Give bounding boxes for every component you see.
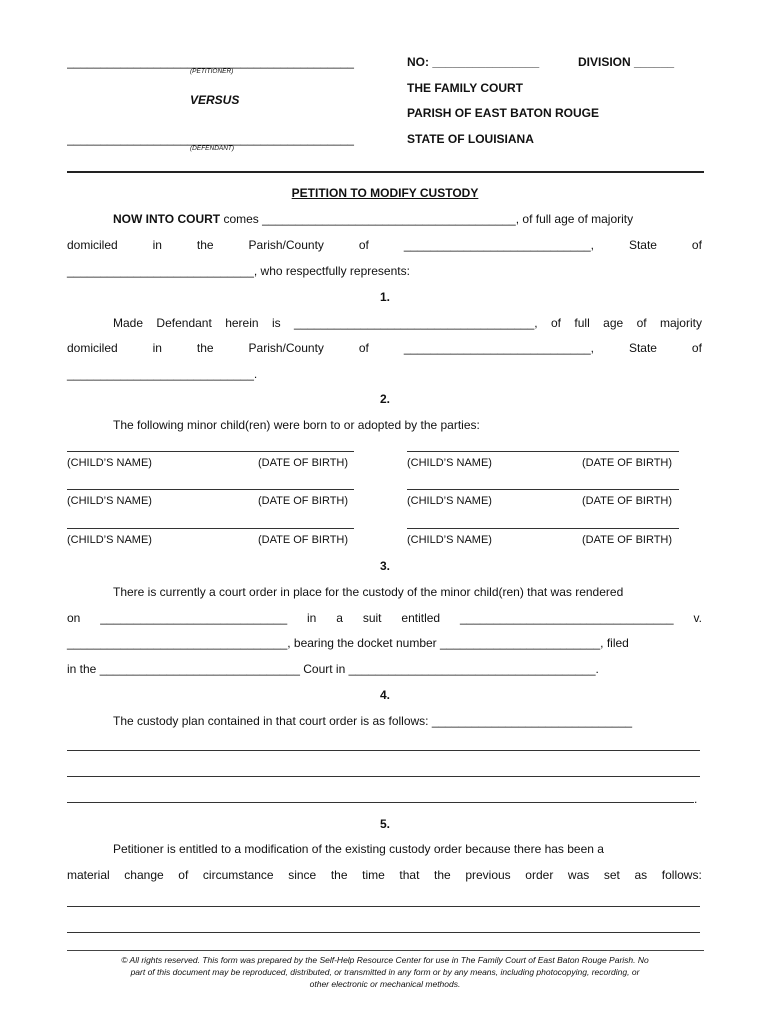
- section-1-number: 1.: [379, 290, 390, 304]
- defendant-word: herein: [225, 316, 259, 330]
- defendant-word: is: [271, 316, 281, 330]
- copyright-line-2: part of this document may be reproduced, distributed, or transmitted in any form or by any means, including photocopying, recording, or: [130, 967, 640, 977]
- defendant-domicile-word: of: [691, 341, 702, 355]
- child-name-label: (CHILD’S NAME): [67, 457, 152, 469]
- section-4-number: 4.: [379, 688, 390, 702]
- copyright-line-1: © All rights reserved. This form was prepared by the Self-Help Resource Center for use in The Family Court of East Baton Rouge Parish. No: [121, 955, 649, 965]
- intro-line: [113, 212, 633, 226]
- intro-domicile-word: in: [152, 238, 162, 252]
- intro-domicile-word: the: [196, 238, 214, 252]
- court-name: THE FAMILY COURT: [407, 81, 524, 95]
- case-number-field[interactable]: NO: ________________: [407, 55, 540, 69]
- intro-domicile-word: of: [691, 238, 702, 252]
- child-dob-label: (DATE OF BIRTH): [582, 457, 673, 469]
- defendant-word[interactable]: ____________________________________,: [294, 316, 538, 330]
- child-name-label: (CHILD’S NAME): [67, 534, 152, 546]
- child-name-label: (CHILD’S NAME): [407, 495, 492, 507]
- defendant-word: majority: [659, 316, 702, 330]
- suit-word: in: [307, 611, 317, 625]
- now-into-court: NOW INTO COURT: [113, 212, 221, 226]
- child-dob-label: (DATE OF BIRTH): [258, 457, 349, 469]
- footer-divider: [67, 950, 704, 951]
- state-name: STATE OF LOUISIANA: [407, 132, 534, 146]
- court-order-text: There is currently a court order in place for the custody of the minor child(ren) that was rendered: [113, 585, 624, 599]
- child-entry-blank[interactable]: [407, 451, 679, 452]
- defendant-domicile-word: domiciled: [67, 341, 118, 355]
- defendant-word: of: [551, 316, 562, 330]
- suit-word: suit: [362, 611, 382, 625]
- court-filed-line[interactable]: in the ______________________________ Court in _____________________________________.: [67, 662, 599, 676]
- material-change-word: material: [67, 868, 110, 882]
- child-entry-blank[interactable]: [67, 451, 354, 452]
- suit-word: a: [336, 611, 343, 625]
- section-5-number: 5.: [379, 817, 390, 831]
- intro-domicile-word: Parish/County: [248, 238, 324, 252]
- petitioner-blank[interactable]: ___________________________________________: [67, 55, 354, 69]
- child-dob-label: (DATE OF BIRTH): [258, 495, 349, 507]
- material-change-word: the: [434, 868, 451, 882]
- children-intro: The following minor child(ren) were born to or adopted by the parties:: [113, 418, 480, 432]
- defendant-word: Defendant: [156, 316, 212, 330]
- defendant-domicile-line: [67, 341, 702, 355]
- change-blank-2[interactable]: [67, 932, 700, 933]
- defendant-word: age: [603, 316, 624, 330]
- section-2-number: 2.: [379, 392, 390, 406]
- copyright-notice: [60, 954, 710, 990]
- material-change-line: [67, 868, 702, 882]
- child-entry-blank[interactable]: [67, 489, 354, 490]
- petitioner-name-blank[interactable]: comes ______________________________________, of full age of majority: [220, 212, 634, 226]
- defendant-line: [113, 316, 702, 330]
- defendant-domicile-word: of: [358, 341, 369, 355]
- change-blank-1[interactable]: [67, 906, 700, 907]
- header-divider: [67, 171, 704, 173]
- material-change-word: since: [288, 868, 317, 882]
- defendant-domicile-word: the: [196, 341, 214, 355]
- material-change-word: that: [399, 868, 420, 882]
- material-change-word: time: [362, 868, 385, 882]
- docket-line[interactable]: _________________________________, bearing the docket number ________________________, filed: [67, 636, 629, 650]
- intro-domicile-word: State: [628, 238, 657, 252]
- child-name-label: (CHILD’S NAME): [407, 534, 492, 546]
- suit-word: on: [67, 611, 81, 625]
- custody-plan-blank-2[interactable]: [67, 776, 700, 777]
- material-change-word: previous: [465, 868, 511, 882]
- custody-plan-blank-3[interactable]: [67, 802, 694, 803]
- material-change-word: as: [634, 868, 648, 882]
- intro-domicile-line: [67, 238, 702, 252]
- copyright-line-3: other electronic or mechanical methods.: [309, 979, 461, 989]
- document-title: PETITION TO MODIFY CUSTODY: [291, 186, 479, 200]
- defendant-label: (DEFENDANT): [190, 145, 235, 152]
- suit-word: v.: [693, 611, 702, 625]
- defendant-word: of: [636, 316, 647, 330]
- intro-domicile-word: of: [358, 238, 369, 252]
- defendant-word: full: [574, 316, 590, 330]
- defendant-domicile-word: Parish/County: [248, 341, 324, 355]
- parish-name: PARISH OF EAST BATON ROUGE: [407, 106, 600, 120]
- modification-text: Petitioner is entitled to a modification of the existing custody order because there has been a: [113, 842, 604, 856]
- material-change-word: the: [330, 868, 348, 882]
- suit-word[interactable]: ____________________________: [100, 611, 288, 625]
- suit-word: entitled: [401, 611, 441, 625]
- child-entry-blank[interactable]: [67, 528, 354, 529]
- suit-line: [67, 611, 702, 625]
- defendant-state-blank[interactable]: ____________________________.: [67, 367, 258, 381]
- material-change-word: order: [525, 868, 554, 882]
- material-change-word: follows:: [661, 868, 702, 882]
- suit-word[interactable]: ________________________________: [460, 611, 674, 625]
- material-change-word: of: [178, 868, 189, 882]
- defendant-domicile-word[interactable]: ____________________________,: [403, 341, 595, 355]
- material-change-word: set: [603, 868, 620, 882]
- defendant-blank[interactable]: ___________________________________________: [67, 132, 354, 146]
- child-entry-blank[interactable]: [407, 528, 679, 529]
- defendant-domicile-word: State: [628, 341, 657, 355]
- intro-domicile-word: domiciled: [67, 238, 118, 252]
- child-entry-blank[interactable]: [407, 489, 679, 490]
- child-dob-label: (DATE OF BIRTH): [582, 534, 673, 546]
- child-dob-label: (DATE OF BIRTH): [258, 534, 349, 546]
- child-name-label: (CHILD’S NAME): [407, 457, 492, 469]
- material-change-word: change: [124, 868, 164, 882]
- division-field[interactable]: DIVISION ______: [578, 55, 675, 69]
- versus-label: VERSUS: [190, 93, 240, 107]
- custody-plan-end: .: [694, 792, 698, 806]
- section-3-number: 3.: [379, 559, 390, 573]
- custody-plan-blank-1[interactable]: [67, 750, 700, 751]
- intro-domicile-word[interactable]: ____________________________,: [403, 238, 595, 252]
- material-change-word: circumstance: [202, 868, 274, 882]
- defendant-domicile-word: in: [152, 341, 162, 355]
- petitioner-label: (PETITIONER): [190, 68, 234, 75]
- child-name-label: (CHILD’S NAME): [67, 495, 152, 507]
- intro-state-blank[interactable]: ____________________________, who respectfully represents:: [67, 264, 410, 278]
- material-change-word: was: [567, 868, 590, 882]
- child-dob-label: (DATE OF BIRTH): [582, 495, 673, 507]
- custody-plan-line[interactable]: The custody plan contained in that court order is as follows: ______________________________: [113, 714, 633, 728]
- defendant-word: Made: [113, 316, 144, 330]
